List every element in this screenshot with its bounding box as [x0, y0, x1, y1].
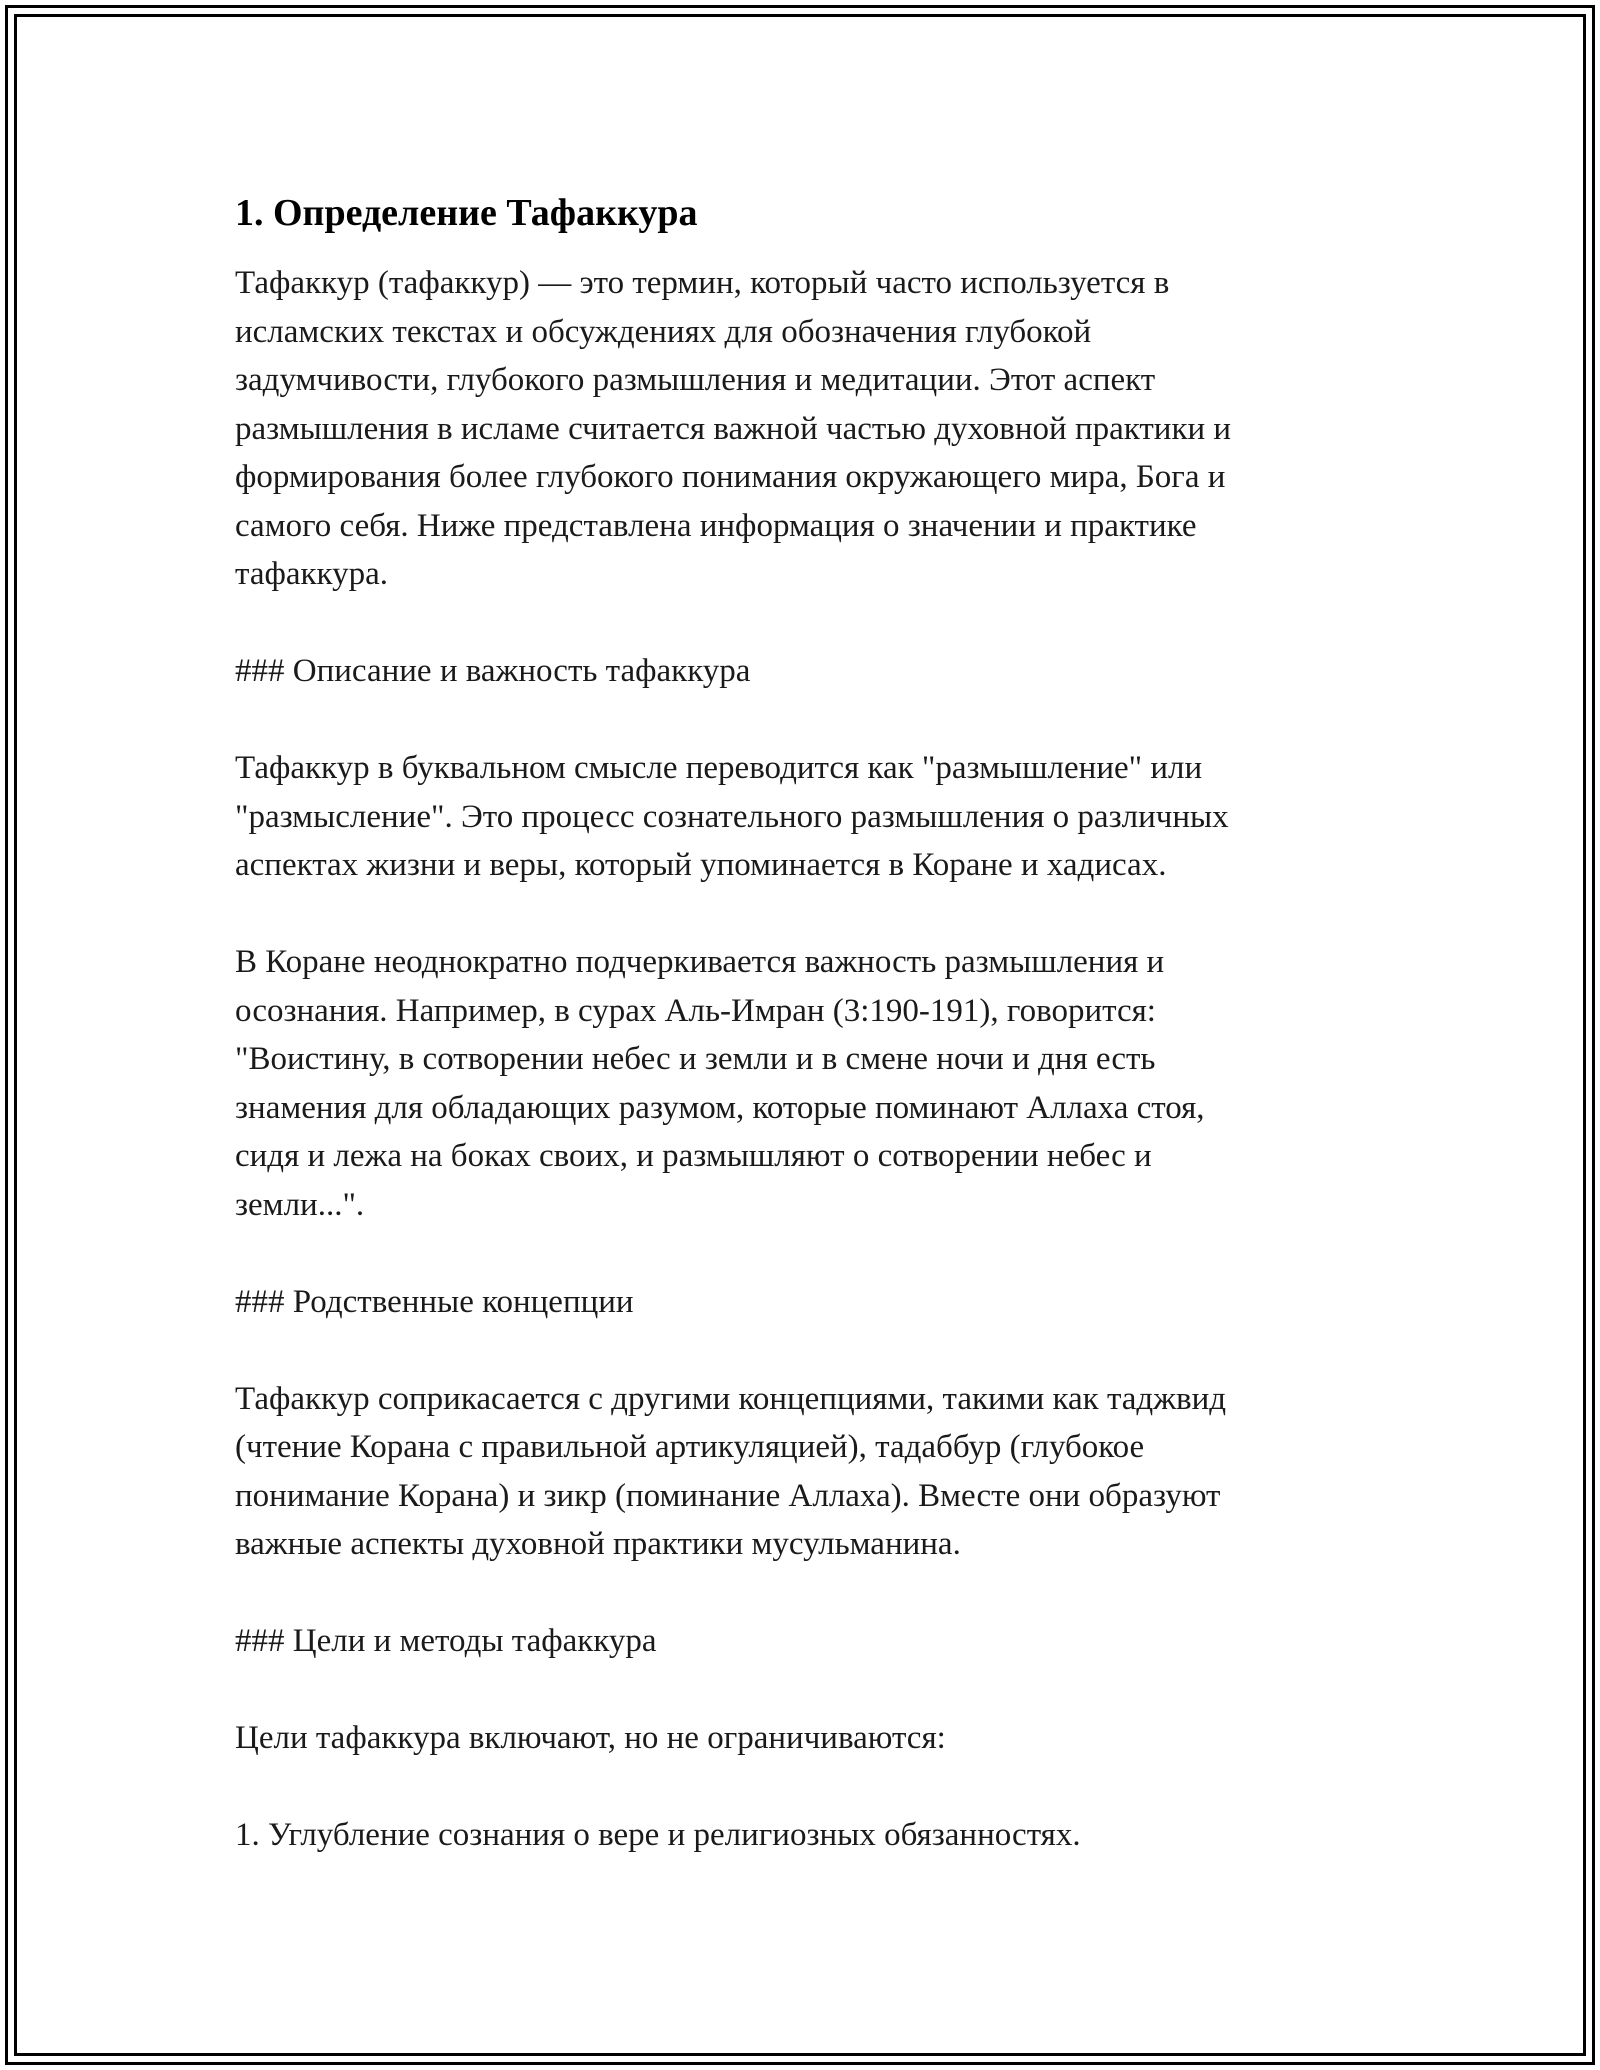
list-item-goal-1: 1. Углубление сознания о вере и религиозных обязанностях.	[235, 1817, 1081, 1853]
paragraph-related-concepts: Тафаккур соприкасается с другими концепциями, такими как таджвид (чтение Корана с правильной артикуляцией), тадаббур (глубокое понимание Корана) и зикр (поминание Аллаха). Вместе они образуют важные аспекты духовной практики мусульманина.	[235, 1380, 1227, 1562]
section-heading-goals: ### Цели и методы тафаккура	[235, 1623, 657, 1659]
section-heading-description: ### Описание и важность тафаккура	[235, 653, 751, 689]
paragraph-literal-meaning: Тафаккур в буквальном смысле переводится как "размышление" или "размысление". Это процесс сознательного размышления о различных аспектах жизни и веры, который упоминается в Коране и хадисах.	[235, 750, 1229, 883]
paragraph-quran-quote: В Коране неоднократно подчеркивается важность размышления и осознания. Например, в сурах Аль-Имран (3:190-191), говорится: "Воистину, в сотворении небес и земли и в смене ночи и дня есть знамения для обладающих разумом, которые поминают Аллаха стоя, сидя и лежа на боках своих, и размышляют о сотворении небес и земли...".	[235, 944, 1205, 1223]
section-heading-related: ### Родственные концепции	[235, 1283, 634, 1320]
paragraph-intro: Тафаккур (тафаккур) — это термин, который часто используется в исламских текстах и обсуждениях для обозначения глубокой задумчивости, глубокого размышления и медитации. Этот аспект размышления в исламе считается важной частью духовной практики и формирования более глубокого понимания окружающего мира, Бога и самого себя. Ниже представлена информация о значении и практике тафаккура.	[235, 265, 1232, 592]
document-title: 1. Определение Тафаккура	[235, 192, 698, 234]
document-body	[235, 185, 1365, 1860]
paragraph-goals-intro: Цели тафаккура включают, но не ограничиваются:	[235, 1720, 946, 1756]
